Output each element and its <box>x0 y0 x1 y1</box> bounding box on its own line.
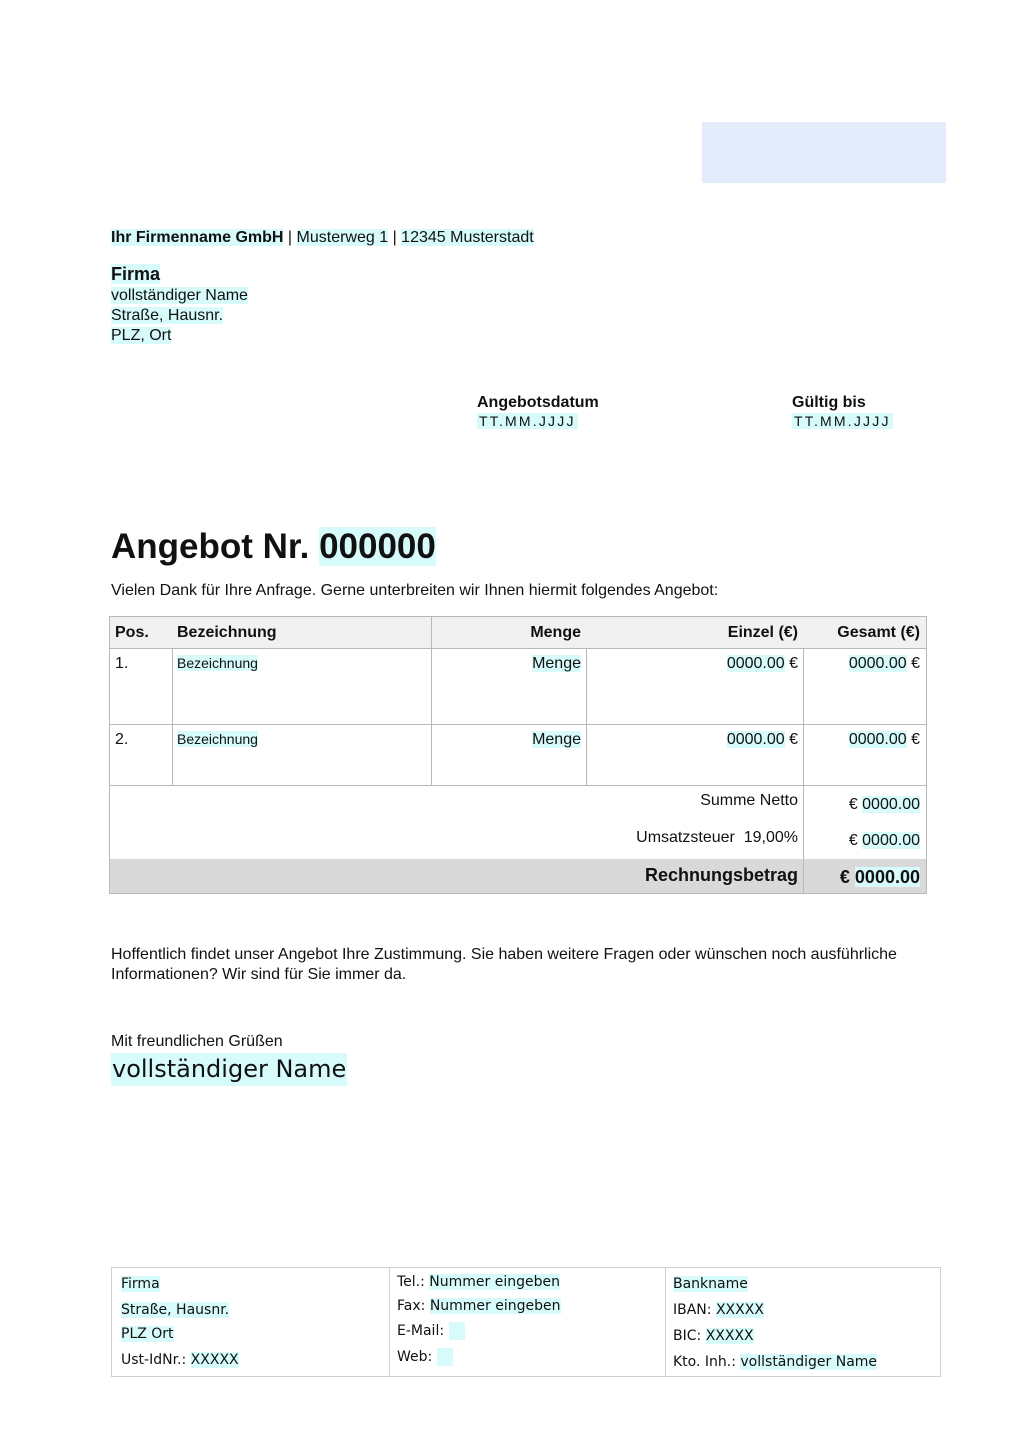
grid-line <box>586 648 587 786</box>
footer-vat-id: Ust-IdNr.: XXXXX <box>121 1352 239 1368</box>
invoice-total-label: Rechnungsbetrag <box>644 865 798 885</box>
footer-bank-column <box>665 1268 940 1376</box>
row2-unit-price: 0000.00 € <box>726 731 798 748</box>
sender-separator: | <box>283 229 297 246</box>
offer-date-value: TT.MM.JJJJ <box>479 413 576 429</box>
footer-fax: Fax: Nummer eingeben <box>397 1298 561 1314</box>
offer-date-block <box>477 394 599 431</box>
greeting: Mit freundlichen Grüßen <box>111 1033 283 1050</box>
sender-line <box>111 229 534 247</box>
grid-line <box>803 648 804 893</box>
row1-total: 0000.00 € <box>848 655 920 672</box>
row2-pos: 2. <box>115 731 129 748</box>
footer <box>111 1267 941 1377</box>
footer-phone: Tel.: Nummer eingeben <box>397 1274 560 1290</box>
vat-label: Umsatzsteuer 19,00% <box>636 829 798 846</box>
offer-number: 000000 <box>319 527 436 566</box>
signature-name: vollständiger Name <box>111 1053 347 1086</box>
header-description: Bezeichnung <box>177 624 277 641</box>
footer-email: E-Mail: <box>397 1321 465 1341</box>
grid-line <box>110 724 926 725</box>
logo-placeholder <box>702 122 946 183</box>
email-placeholder <box>449 1322 465 1340</box>
grid-line <box>172 648 173 786</box>
valid-until-label: Gültig bis <box>792 394 866 411</box>
offer-date-label: Angebotsdatum <box>477 394 599 411</box>
row1-quantity: Menge <box>532 655 581 672</box>
valid-until-value: TT.MM.JJJJ <box>794 413 891 429</box>
row1-description: Bezeichnung <box>177 655 258 671</box>
recipient-address <box>111 263 248 346</box>
header-quantity: Menge <box>530 624 581 641</box>
footer-firm: Firma <box>121 1276 160 1292</box>
page-title <box>111 526 436 568</box>
footer-bic: BIC: XXXXX <box>673 1328 754 1344</box>
items-table <box>109 616 927 894</box>
header-unit-price: Einzel (€) <box>727 624 798 641</box>
footer-account-holder: Kto. Inh.: vollständiger Name <box>673 1354 878 1370</box>
row2-quantity: Menge <box>532 731 581 748</box>
sender-city: 12345 Musterstadt <box>401 229 534 246</box>
footer-web: Web: <box>397 1347 453 1367</box>
sender-separator: | <box>388 229 402 246</box>
footer-iban: IBAN: XXXXX <box>673 1302 764 1318</box>
invoice-total-value: € 0000.00 <box>839 867 920 887</box>
row2-description: Bezeichnung <box>177 731 258 747</box>
header-total: Gesamt (€) <box>837 624 920 641</box>
footer-company-column <box>112 1268 390 1376</box>
footer-street: Straße, Hausnr. <box>121 1302 230 1318</box>
valid-until-block <box>792 394 893 431</box>
grid-line <box>110 785 926 786</box>
recipient-name: vollständiger Name <box>111 287 248 304</box>
grid-line <box>431 617 432 786</box>
closing-text: Hoffentlich findet unser Angebot Ihre Zustimmung. Sie haben weitere Fragen oder wünschen noch ausführliche Informationen? Wir sind für Sie immer da. <box>111 946 897 983</box>
footer-city: PLZ Ort <box>121 1326 174 1342</box>
intro-text: Vielen Dank für Ihre Anfrage. Gerne unterbreiten wir Ihnen hiermit folgendes Angebot: <box>111 582 719 599</box>
row2-total: 0000.00 € <box>848 731 920 748</box>
sender-street: Musterweg 1 <box>296 229 389 246</box>
sender-company: Ihr Firmenname GmbH <box>111 229 284 246</box>
recipient-city: PLZ, Ort <box>111 327 172 344</box>
net-sum-value: € 0000.00 <box>848 796 920 813</box>
row1-unit-price: 0000.00 € <box>726 655 798 672</box>
recipient-firm: Firma <box>111 264 161 284</box>
recipient-street: Straße, Hausnr. <box>111 307 224 324</box>
net-sum-label: Summe Netto <box>700 792 798 809</box>
footer-contact-column <box>389 1268 666 1376</box>
web-placeholder <box>437 1348 453 1366</box>
footer-bank-name: Bankname <box>673 1276 748 1292</box>
row1-pos: 1. <box>115 655 129 672</box>
vat-value: € 0000.00 <box>848 832 920 849</box>
title-prefix: Angebot Nr. <box>111 527 320 566</box>
header-pos: Pos. <box>115 624 149 641</box>
